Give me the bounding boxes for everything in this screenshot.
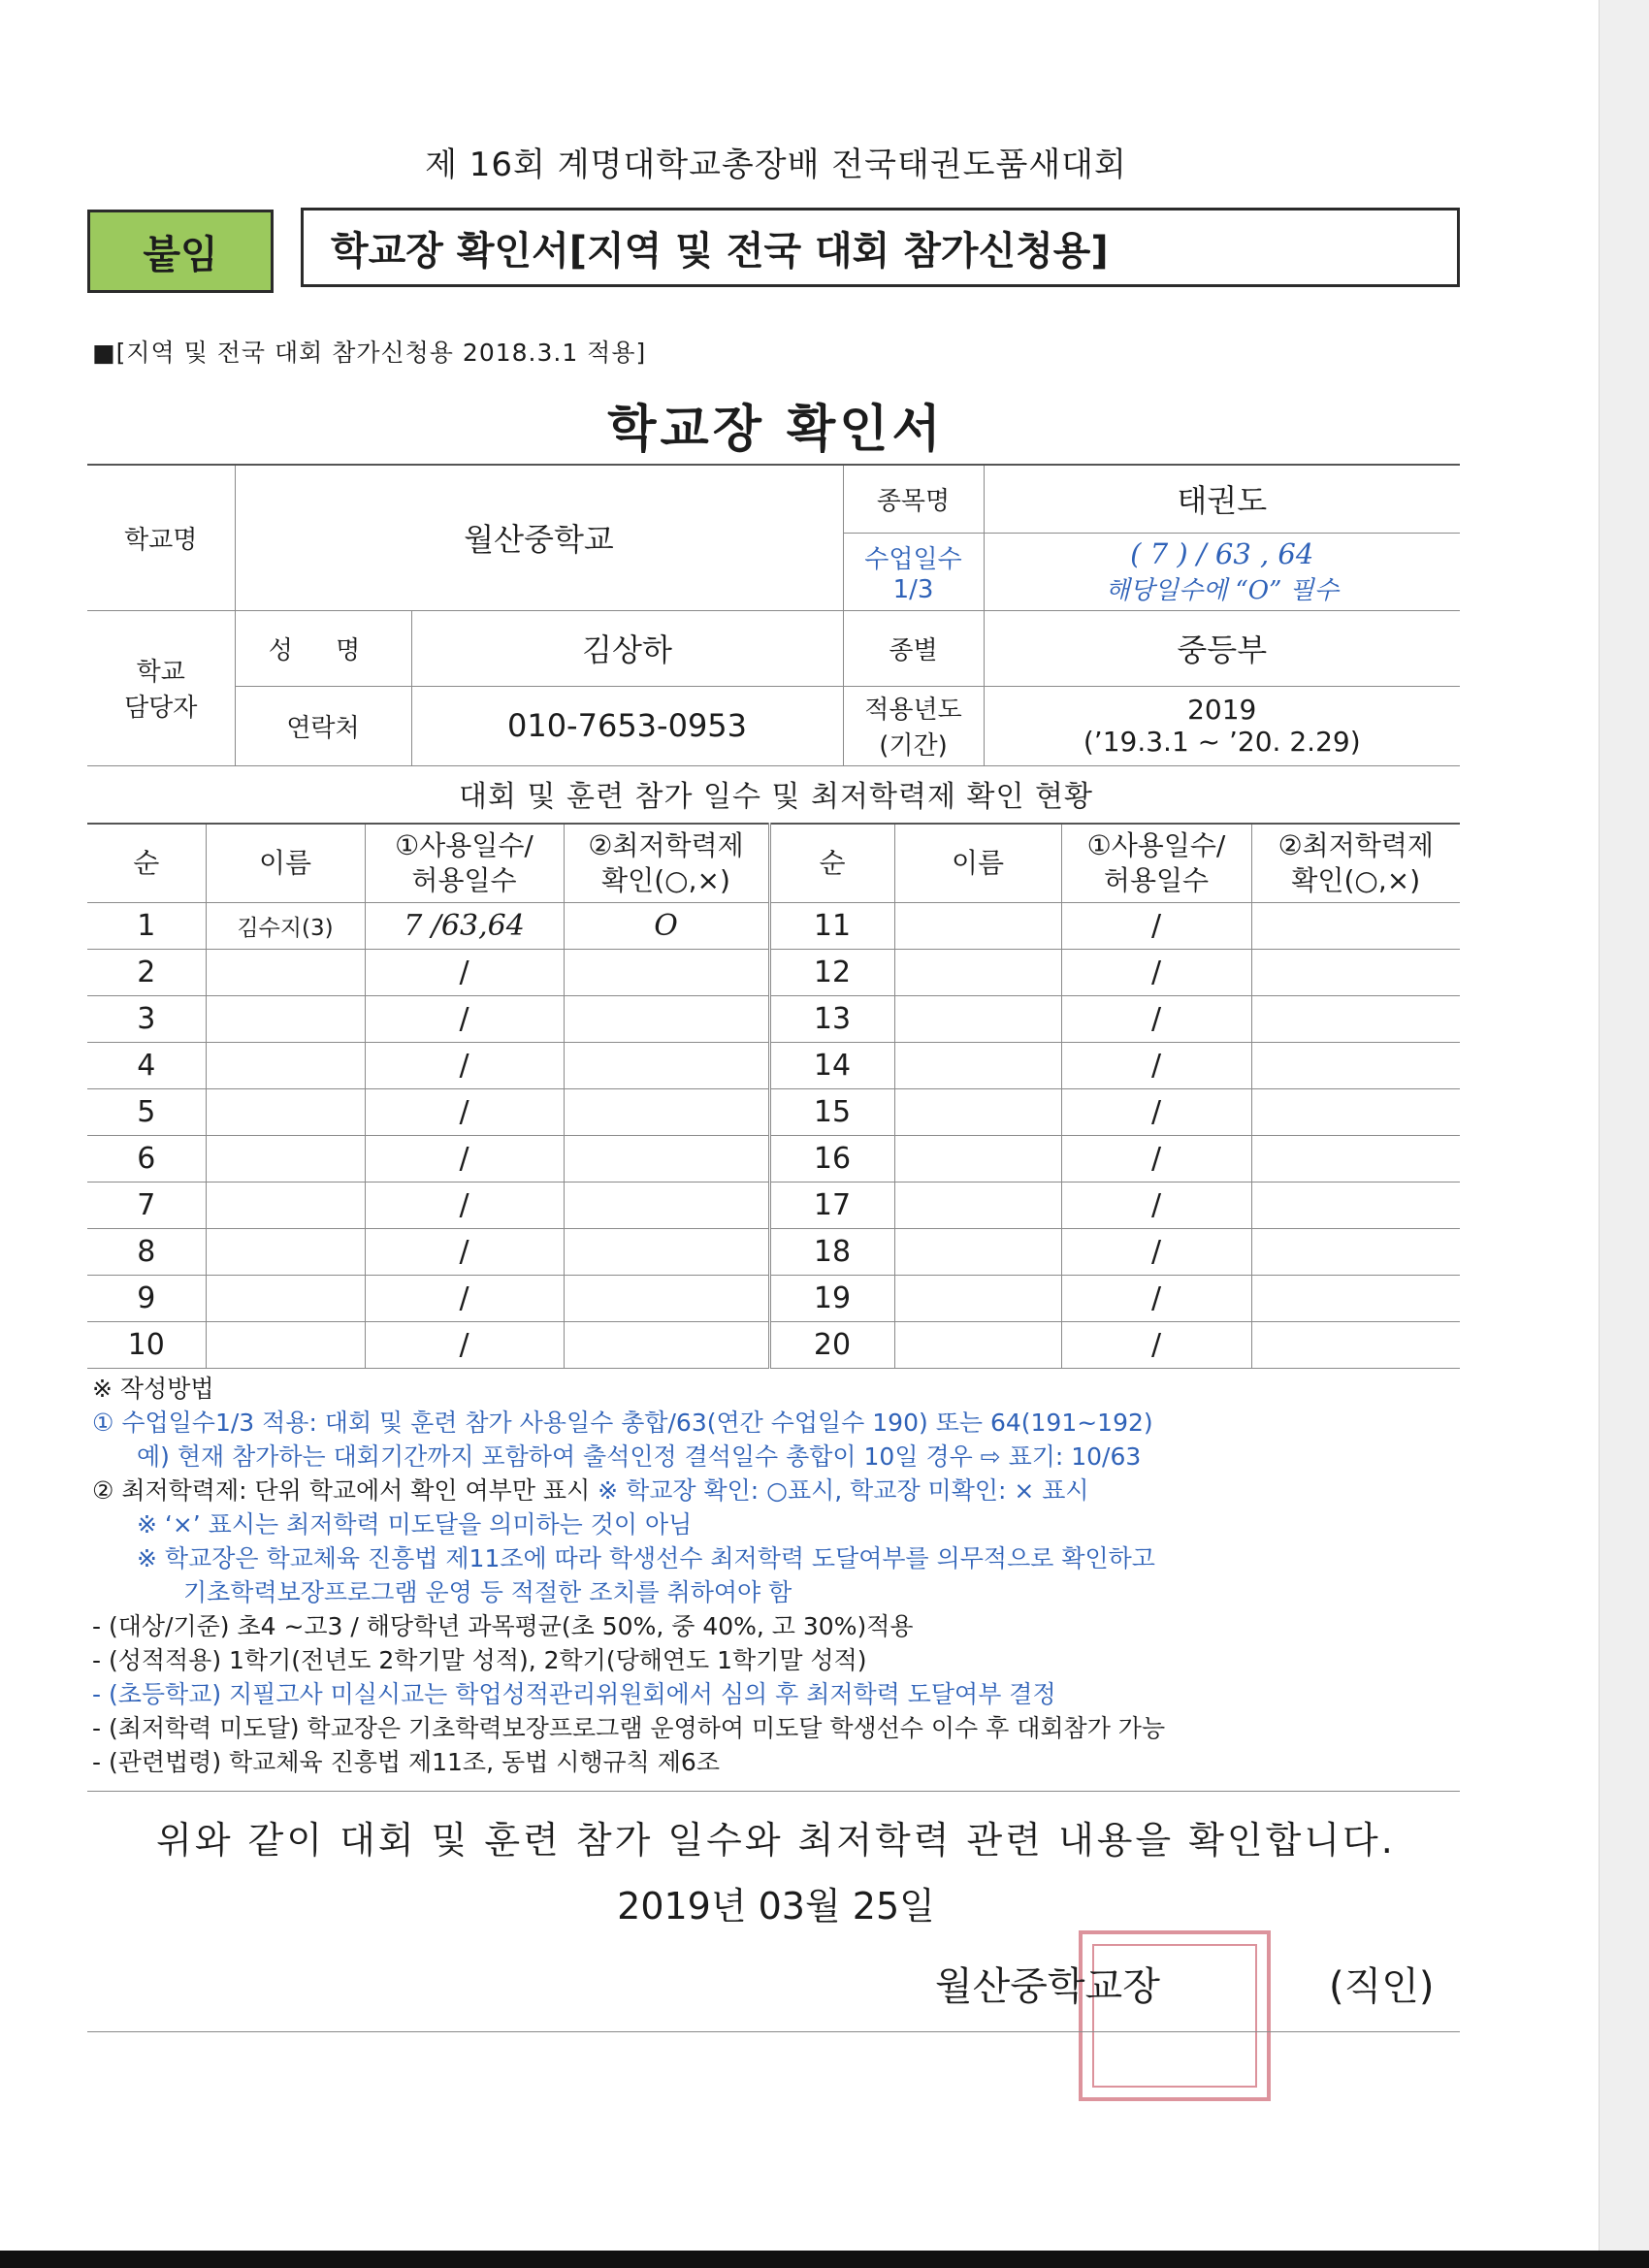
row-no: 10 <box>87 1322 206 1369</box>
category-value: 중등부 <box>984 610 1460 686</box>
writing-guide <box>92 1372 1489 1779</box>
col-check-right-line2: 확인(○,×) <box>1291 864 1421 896</box>
document-title: 학교장 확인서 <box>607 401 945 459</box>
row-name <box>894 1136 1061 1183</box>
row-no: 11 <box>769 903 894 950</box>
row-no: 14 <box>769 1043 894 1089</box>
attachment-badge: 붙임 <box>87 210 274 293</box>
participation-table <box>87 823 1460 1369</box>
row-check <box>564 950 769 996</box>
row-name <box>206 1089 365 1136</box>
year-label-line1: 적용년도 <box>864 696 962 725</box>
row-no: 18 <box>769 1229 894 1276</box>
scope-note: ■[지역 및 전국 대회 참가신청용 2018.3.1 적용] <box>92 339 647 367</box>
row-name: 김수지(3) <box>206 903 365 950</box>
row-name <box>206 950 365 996</box>
divider <box>87 2031 1460 2032</box>
event-value: 태권도 <box>984 465 1460 533</box>
row-no: 8 <box>87 1229 206 1276</box>
row-check <box>1251 1322 1460 1369</box>
row-days: / <box>1061 1322 1251 1369</box>
row-check <box>1251 1136 1460 1183</box>
col-check-right <box>1251 824 1460 903</box>
row-check <box>564 996 769 1043</box>
document-heading: 학교장 확인서[지역 및 전국 대회 참가신청용] <box>301 208 1460 287</box>
row-days: / <box>365 1043 564 1089</box>
year-value <box>984 686 1460 765</box>
row-name <box>894 1229 1061 1276</box>
row-days: / <box>1061 1089 1251 1136</box>
contact-value: 010-7653-0953 <box>411 686 843 765</box>
row-name <box>894 1183 1061 1229</box>
period-range: (’19.3.1 ~ ’20. 2.29) <box>1083 726 1361 758</box>
class-days-count: ( 7 ) / 63 , 64 <box>1130 536 1314 570</box>
row-days: / <box>365 1276 564 1322</box>
guide-bullet2: - (성적적용) 1학기(전년도 2학기말 성적), 2학기(당해연도 1학기말 성적) <box>92 1646 867 1674</box>
row-check <box>564 1276 769 1322</box>
year-number: 2019 <box>1187 694 1257 726</box>
row-check <box>564 1089 769 1136</box>
row-days: / <box>1061 1276 1251 1322</box>
guide-title: ※ 작성방법 <box>92 1375 214 1403</box>
col-days-left-line2: 허용일수 <box>411 864 517 896</box>
status-title: 대회 및 훈련 참가 일수 및 최저학력제 확인 현황 <box>459 780 1093 814</box>
row-no: 6 <box>87 1136 206 1183</box>
guide-item2-emphasis: ※ 학교장 확인: ○표시, 학교장 미확인: × 표시 <box>598 1476 1089 1505</box>
col-days-right-line1: ①사용일수/ <box>1086 828 1226 861</box>
row-check <box>564 1229 769 1276</box>
row-no: 12 <box>769 950 894 996</box>
row-no: 17 <box>769 1183 894 1229</box>
row-name <box>894 1043 1061 1089</box>
col-check-right-line1: ②최저학력제 <box>1277 828 1434 861</box>
row-no: 16 <box>769 1136 894 1183</box>
row-days: / <box>365 1136 564 1183</box>
class-days-label <box>843 533 984 610</box>
row-no: 4 <box>87 1043 206 1089</box>
row-name <box>206 1276 365 1322</box>
row-no: 7 <box>87 1183 206 1229</box>
guide-item2 <box>92 1474 1489 1507</box>
row-days: / <box>365 1183 564 1229</box>
contest-title: 제 16회 계명대학교총장배 전국태권도품새대회 <box>425 146 1127 184</box>
row-days: / <box>1061 1183 1251 1229</box>
guide-note1: ※ ‘×’ 표시는 최저학력 미도달을 의미하는 것이 아님 <box>137 1510 693 1539</box>
table-row <box>87 1322 1460 1369</box>
row-days: / <box>1061 950 1251 996</box>
table-row <box>87 1276 1460 1322</box>
guide-note2-line2: 기초학력보장프로그램 운영 등 적절한 조치를 취하여야 함 <box>183 1578 792 1606</box>
class-days-label-line2: 1/3 <box>892 574 934 604</box>
school-label: 학교명 <box>87 465 235 610</box>
row-check <box>1251 1089 1460 1136</box>
contact-label: 연락처 <box>235 686 411 765</box>
row-check: O <box>564 903 769 950</box>
table-row <box>87 996 1460 1043</box>
event-label: 종목명 <box>843 465 984 533</box>
row-days: / <box>365 996 564 1043</box>
divider <box>87 1791 1460 1792</box>
row-check <box>1251 950 1460 996</box>
row-no: 3 <box>87 996 206 1043</box>
guide-bullet4: - (최저학력 미도달) 학교장은 기초학력보장프로그램 운영하여 미도달 학생선수 이수 후 대회참가 가능 <box>92 1714 1166 1742</box>
col-no-right: 순 <box>769 824 894 903</box>
table-row <box>87 1043 1460 1089</box>
row-check <box>1251 1276 1460 1322</box>
col-check-left-line1: ②최저학력제 <box>588 828 744 861</box>
staff-label-line2: 담당자 <box>124 694 198 723</box>
row-name <box>206 1183 365 1229</box>
row-name <box>894 1089 1061 1136</box>
confirmation-text: 위와 같이 대회 및 훈련 참가 일수와 최저학력 관련 내용을 확인합니다. <box>156 1819 1396 1862</box>
row-days: / <box>1061 1136 1251 1183</box>
school-info-table <box>87 464 1460 766</box>
category-label: 종별 <box>843 610 984 686</box>
row-days: / <box>1061 903 1251 950</box>
row-name <box>894 903 1061 950</box>
row-no: 2 <box>87 950 206 996</box>
name-label: 성 명 <box>235 610 411 686</box>
guide-item1-line2: 예) 현재 참가하는 대회기간까지 포함하여 출석인정 결석일수 총합이 10일 경우 ⇨ 표기: 10/63 <box>137 1442 1142 1471</box>
row-name <box>206 1229 365 1276</box>
guide-item2-prefix: ② 최저학력제: 단위 학교에서 확인 여부만 표시 <box>92 1476 598 1505</box>
col-check-left <box>564 824 769 903</box>
row-check <box>1251 1183 1460 1229</box>
table-row <box>87 1229 1460 1276</box>
row-no: 13 <box>769 996 894 1043</box>
school-value: 월산중학교 <box>235 465 843 610</box>
class-days-note: 해당일수에 “O” 필수 <box>1105 575 1339 605</box>
table-row <box>87 950 1460 996</box>
row-check <box>564 1136 769 1183</box>
row-name <box>894 950 1061 996</box>
row-days: 7 /63,64 <box>365 903 564 950</box>
row-days: / <box>365 950 564 996</box>
seal-label: (직인) <box>1329 1964 1435 2009</box>
row-name <box>206 1322 365 1369</box>
row-check <box>1251 996 1460 1043</box>
row-name <box>894 1276 1061 1322</box>
row-no: 1 <box>87 903 206 950</box>
guide-note2-line1: ※ 학교장은 학교체육 진흥법 제11조에 따라 학생선수 최저학력 도달여부를 의무적으로 확인하고 <box>137 1544 1155 1572</box>
col-no-left: 순 <box>87 824 206 903</box>
name-value: 김상하 <box>411 610 843 686</box>
row-check <box>564 1183 769 1229</box>
guide-item1-line1: ① 수업일수1/3 적용: 대회 및 훈련 참가 사용일수 총합/63(연간 수업일수 190) 또는 64(191~192) <box>92 1409 1153 1437</box>
guide-bullet5: - (관련법령) 학교체육 진흥법 제11조, 동법 시행규칙 제6조 <box>92 1748 720 1776</box>
row-check <box>564 1322 769 1369</box>
row-name <box>206 996 365 1043</box>
guide-bullet1: - (대상/기준) 초4 ~고3 / 해당학년 과목평균(초 50%, 중 40%, 고 30%)적용 <box>92 1612 914 1640</box>
col-name-left: 이름 <box>206 824 365 903</box>
row-name <box>894 1322 1061 1369</box>
row-check <box>564 1043 769 1089</box>
row-days: / <box>1061 1043 1251 1089</box>
row-name <box>206 1136 365 1183</box>
col-days-right <box>1061 824 1251 903</box>
row-days: / <box>1061 1229 1251 1276</box>
row-check <box>1251 1043 1460 1089</box>
scan-edge <box>0 2251 1649 2268</box>
row-no: 9 <box>87 1276 206 1322</box>
row-days: / <box>365 1089 564 1136</box>
page-edge <box>1599 0 1649 2268</box>
col-check-left-line2: 확인(○,×) <box>601 864 730 896</box>
col-days-left <box>365 824 564 903</box>
row-check <box>1251 903 1460 950</box>
row-check <box>1251 1229 1460 1276</box>
row-no: 20 <box>769 1322 894 1369</box>
year-label-line2: (기간) <box>879 731 948 761</box>
col-days-right-line2: 허용일수 <box>1103 864 1210 896</box>
staff-label-line1: 학교 <box>136 658 185 687</box>
table-row <box>87 903 1460 950</box>
table-row <box>87 1183 1460 1229</box>
col-name-right: 이름 <box>894 824 1061 903</box>
row-no: 19 <box>769 1276 894 1322</box>
row-name <box>894 996 1061 1043</box>
class-days-label-line1: 수업일수 <box>864 544 962 574</box>
staff-label <box>87 610 235 765</box>
table-row <box>87 1089 1460 1136</box>
table-row <box>87 1136 1460 1183</box>
year-label <box>843 686 984 765</box>
row-name <box>206 1043 365 1089</box>
col-days-left-line1: ①사용일수/ <box>395 828 534 861</box>
row-no: 5 <box>87 1089 206 1136</box>
row-days: / <box>1061 996 1251 1043</box>
class-days-value <box>984 533 1460 610</box>
row-days: / <box>365 1229 564 1276</box>
guide-bullet3: - (초등학교) 지필고사 미실시교는 학업성적관리위원회에서 심의 후 최저학력 도달여부 결정 <box>92 1680 1056 1708</box>
principal-signature: 월산중학교장 <box>935 1964 1160 2009</box>
row-days: / <box>365 1322 564 1369</box>
row-no: 15 <box>769 1089 894 1136</box>
issue-date: 2019년 03월 25일 <box>617 1885 935 1928</box>
